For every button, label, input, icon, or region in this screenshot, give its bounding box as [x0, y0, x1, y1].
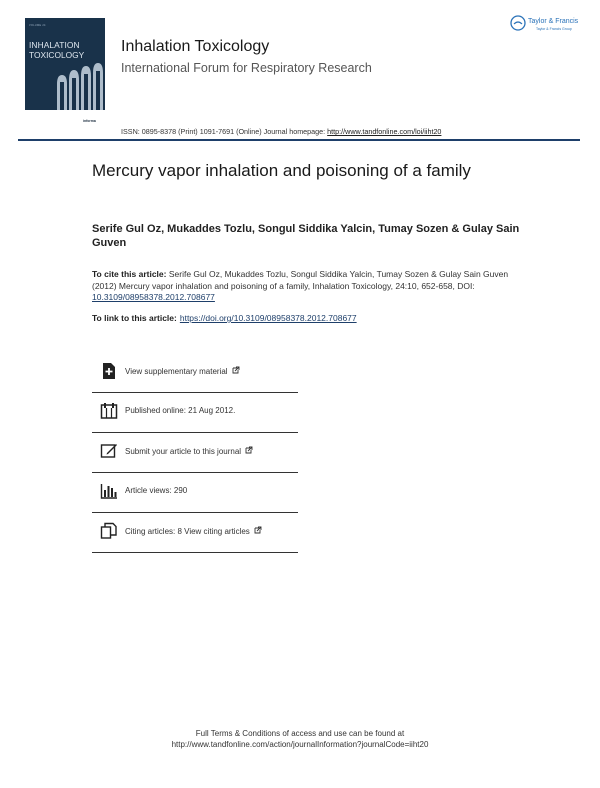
- cover-title-line1: INHALATION: [29, 40, 80, 50]
- article-actions-list: [92, 353, 298, 553]
- action-label: View supplementary material: [125, 366, 240, 376]
- cite-label: To cite this article:: [92, 269, 167, 279]
- action-submit-article[interactable]: [92, 433, 298, 473]
- taylor-francis-logo[interactable]: [510, 15, 579, 36]
- calendar-icon: [100, 402, 118, 420]
- journal-cover-image: [25, 18, 105, 110]
- action-label: Submit your article to this journal: [125, 446, 253, 456]
- action-article-views: [92, 473, 298, 513]
- action-published-online: [92, 393, 298, 433]
- action-citing-articles[interactable]: [92, 513, 298, 553]
- action-label: Citing articles: 8 View citing articles: [125, 526, 262, 536]
- journal-subtitle: International Forum for Respiratory Research: [121, 61, 372, 75]
- citation-block: [92, 269, 522, 304]
- external-link-icon: [232, 366, 240, 374]
- bar-chart-icon: [100, 482, 118, 500]
- cover-artwork: [25, 18, 105, 110]
- external-link-icon: [245, 446, 253, 454]
- article-authors: Serife Gul Oz, Mukaddes Tozlu, Songul Siddika Yalcin, Tumay Sozen & Gulay Sain Guven: [92, 223, 520, 249]
- copy-icon: [100, 522, 118, 540]
- doi-link[interactable]: 10.3109/08958378.2012.708677: [92, 292, 215, 302]
- pencil-icon: [100, 442, 118, 460]
- plus-document-icon: [100, 362, 118, 380]
- action-label: Published online: 21 Aug 2012.: [125, 406, 236, 415]
- issn-text: ISSN: 0895-8378 (Print) 1091-7691 (Online) Journal homepage:: [121, 127, 328, 136]
- publisher-logo-name: Taylor & Francis: [528, 18, 579, 25]
- article-url-link[interactable]: https://doi.org/10.3109/08958378.2012.708677: [179, 313, 357, 323]
- link-label: To link to this article:: [92, 313, 177, 323]
- journal-homepage-link[interactable]: http://www.tandfonline.com/loi/iiht20: [327, 127, 442, 136]
- cite-text: Serife Gul Oz, Mukaddes Tozlu, Songul Siddika Yalcin, Tumay Sozen & Gulay Sain Guven (2012) Mercury vapor inhalation and poisoning of a family, Inhalation Toxicology, 24:10, 652-658, DOI:: [92, 269, 509, 291]
- publisher-logo-sub: Taylor & Francis Group: [536, 27, 572, 31]
- action-label: Article views: 290: [125, 486, 188, 495]
- external-link-icon: [254, 526, 262, 534]
- article-link-line: [92, 313, 357, 323]
- header-divider: [18, 139, 580, 141]
- journal-title: Inhalation Toxicology: [121, 38, 270, 55]
- action-view-supplementary[interactable]: [92, 353, 298, 393]
- issn-line: [121, 127, 441, 136]
- article-title: Mercury vapor inhalation and poisoning of a family: [92, 161, 471, 180]
- footer-line1: Full Terms & Conditions of access and use can be found at: [195, 729, 405, 738]
- cover-volume-text: VOLUME 24: [29, 24, 46, 27]
- terms-footer: [0, 728, 600, 750]
- footer-terms-url[interactable]: http://www.tandfonline.com/action/journalInformation?journalCode=iiht20: [171, 740, 429, 749]
- cover-title-line2: TOXICOLOGY: [29, 50, 85, 60]
- publisher-logo-icon: [510, 15, 526, 31]
- cover-publisher-mark: informa: [83, 119, 96, 123]
